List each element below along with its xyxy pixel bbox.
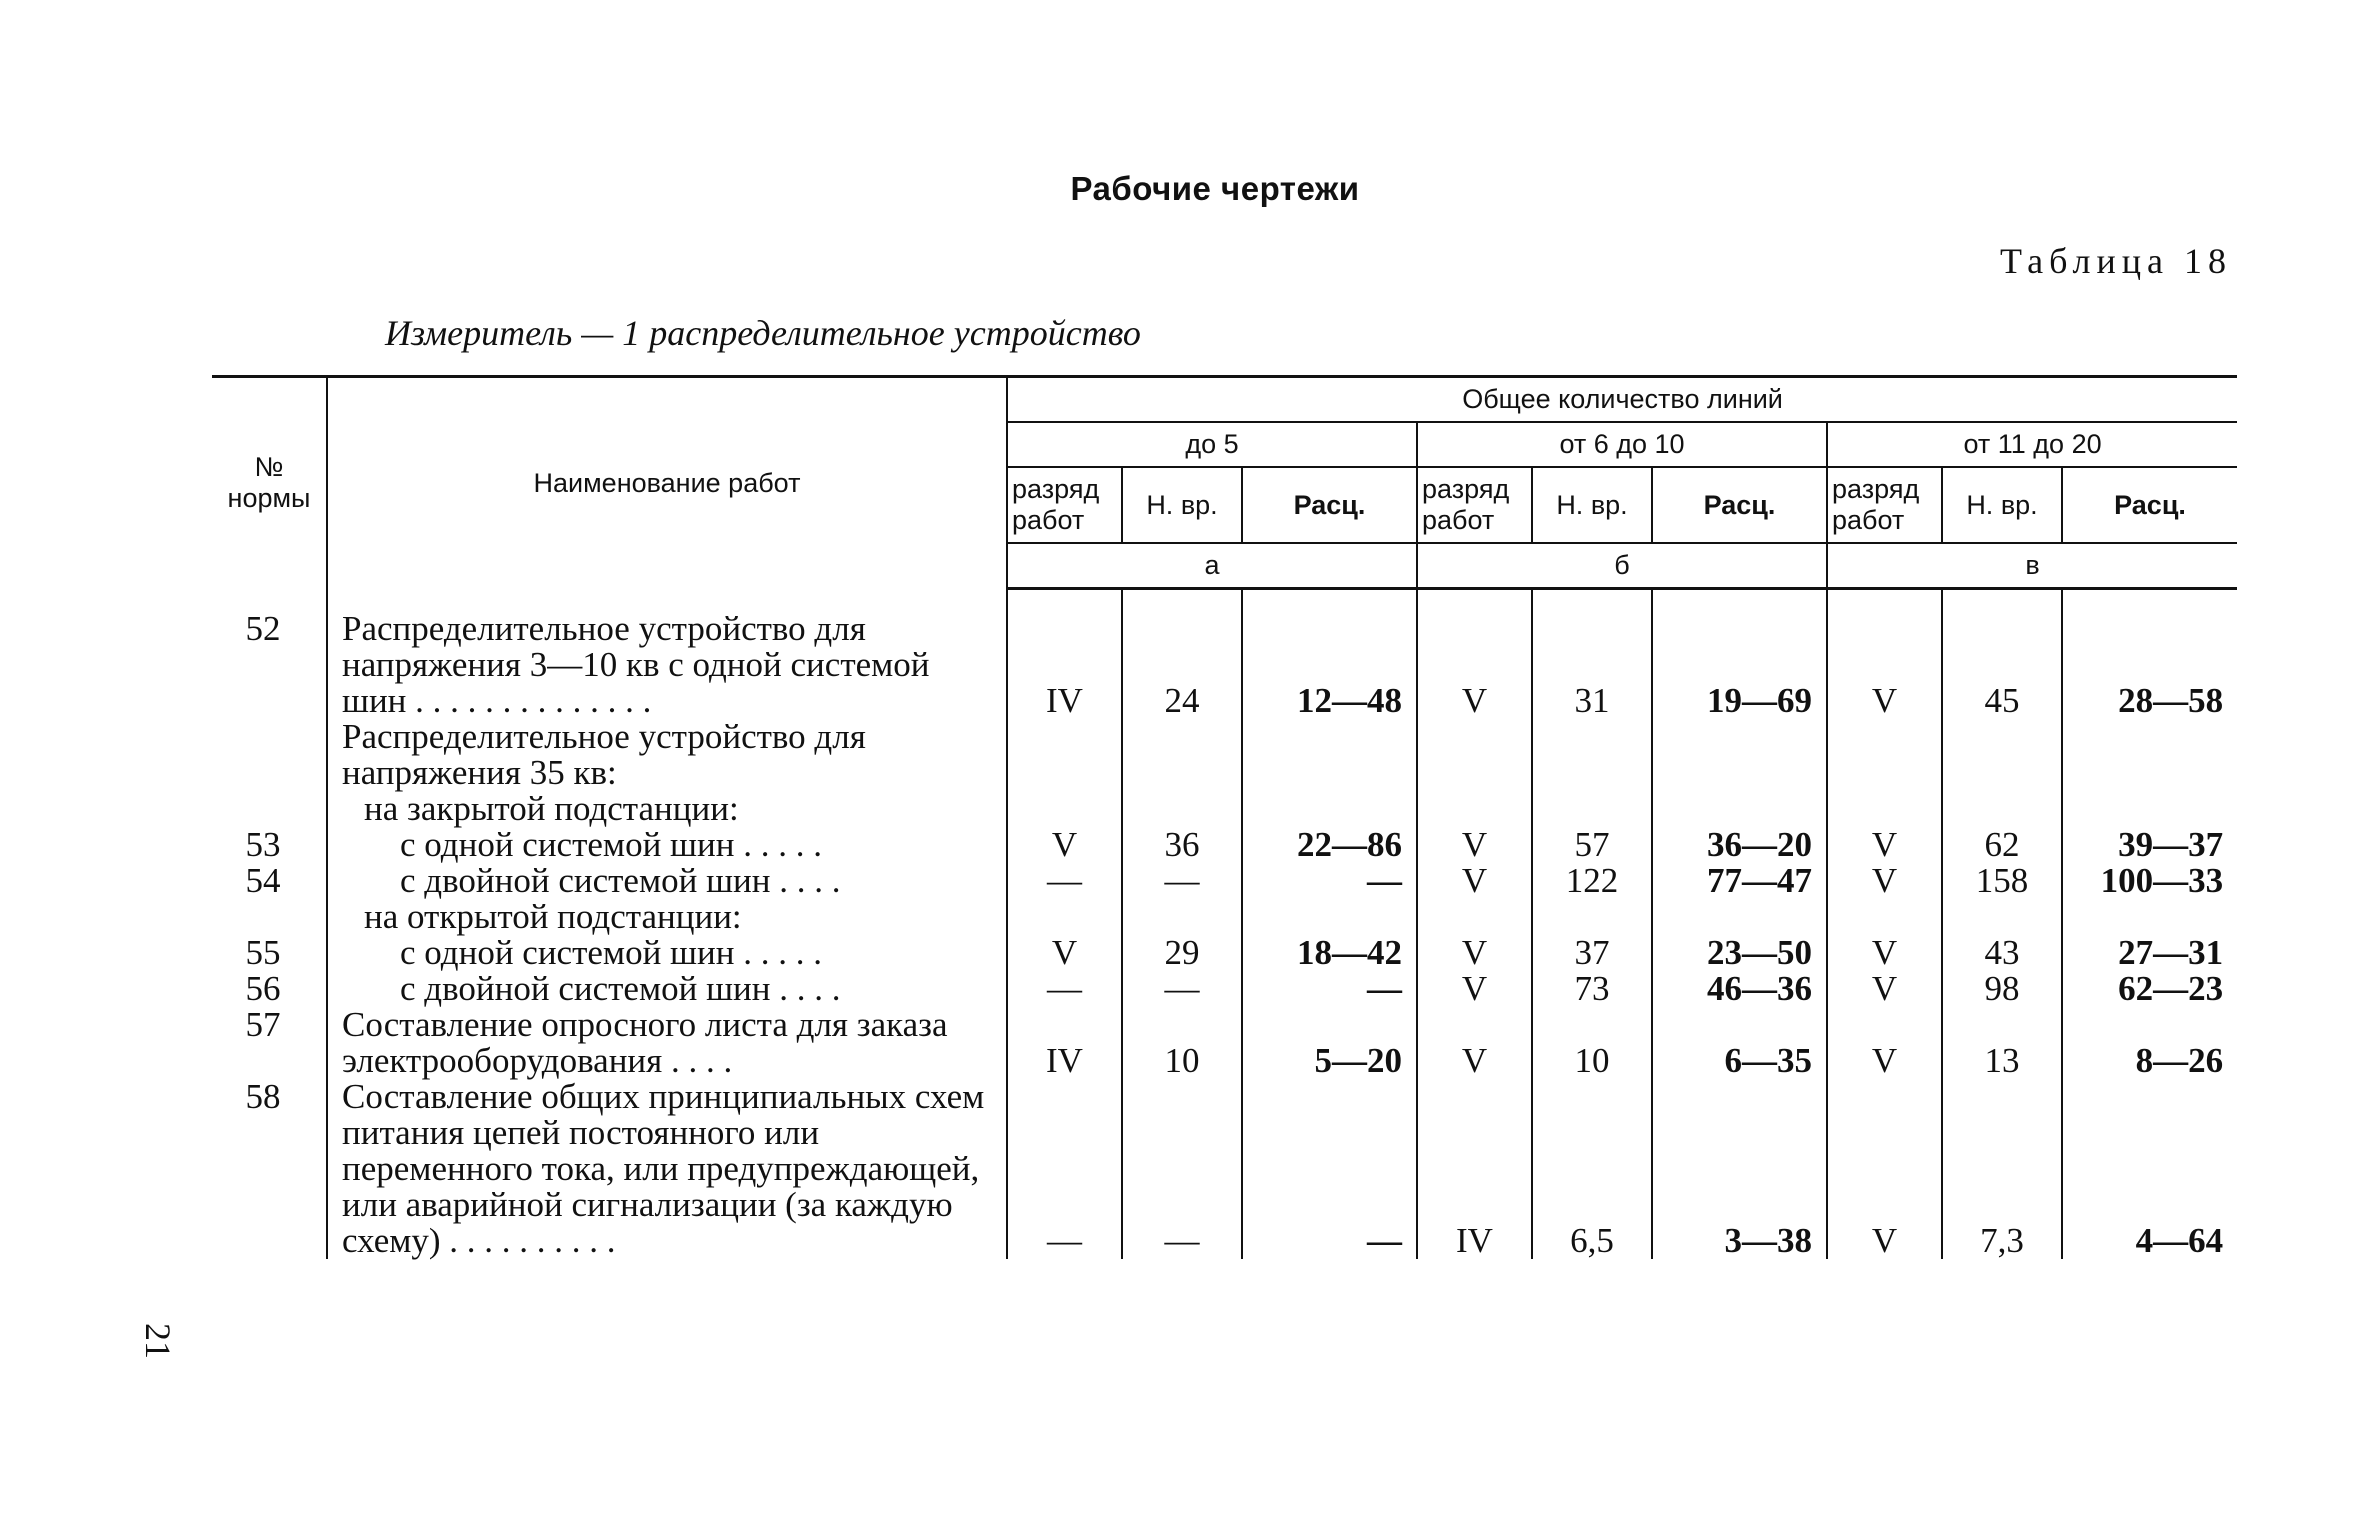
header-letter-v: в <box>1827 543 2237 589</box>
cell-rank: IV <box>1007 589 1122 719</box>
table-row <box>212 971 2237 1007</box>
header-band-1: до 5 <box>1007 422 1417 467</box>
header-price: Расц. <box>2062 467 2237 543</box>
cell-time: 57 <box>1532 827 1652 863</box>
header-rank: разряд работ <box>1417 467 1532 543</box>
cell-price: 5—20 <box>1242 1007 1417 1079</box>
cell-price <box>1242 791 1417 827</box>
cell-time: — <box>1122 1079 1242 1259</box>
cell-price: 6—35 <box>1652 1007 1827 1079</box>
cell-price: 39—37 <box>2062 827 2237 863</box>
cell-price <box>1652 791 1827 827</box>
cell-rank: V <box>1007 935 1122 971</box>
cell-time <box>1122 899 1242 935</box>
header-name: Наименование работ <box>327 377 1007 589</box>
cell-rank: V <box>1417 589 1532 719</box>
cell-time: 98 <box>1942 971 2062 1007</box>
table-row <box>212 935 2237 971</box>
header-time: Н. вр. <box>1942 467 2062 543</box>
cell-price: 77—47 <box>1652 863 1827 899</box>
norm-number <box>212 791 327 827</box>
table-row <box>212 719 2237 791</box>
page-number: 21 <box>138 1323 178 1359</box>
cell-rank: IV <box>1007 1007 1122 1079</box>
cell-time: 6,5 <box>1532 1079 1652 1259</box>
cell-rank: V <box>1007 827 1122 863</box>
cell-rank <box>1827 719 1942 791</box>
cell-price: 100—33 <box>2062 863 2237 899</box>
work-name: Составление опросного листа для заказа электрооборудования . . . . <box>327 1007 1007 1079</box>
cell-time: — <box>1122 863 1242 899</box>
cell-rank <box>1007 719 1122 791</box>
header-letter-b: б <box>1417 543 1827 589</box>
header-band-2: от 6 до 10 <box>1417 422 1827 467</box>
cell-time <box>1532 899 1652 935</box>
cell-price: 4—64 <box>2062 1079 2237 1259</box>
cell-time <box>1942 719 2062 791</box>
cell-rank: V <box>1827 589 1942 719</box>
table-row <box>212 589 2237 719</box>
cell-price: 3—38 <box>1652 1079 1827 1259</box>
page-title: Рабочие чертежи <box>1070 170 1360 207</box>
cell-rank: V <box>1827 863 1942 899</box>
cell-rank <box>1417 719 1532 791</box>
cell-price: 8—26 <box>2062 1007 2237 1079</box>
cell-price: 62—23 <box>2062 971 2237 1007</box>
cell-rank <box>1827 791 1942 827</box>
cell-rank: — <box>1007 863 1122 899</box>
cell-rank: V <box>1827 827 1942 863</box>
work-name: Распределительное устройство для напряжения 3—10 кв с одной системой шин . . . . . . . . . . . . . . <box>327 589 1007 719</box>
cell-rank <box>1827 899 1942 935</box>
cell-price: 18—42 <box>1242 935 1417 971</box>
table-row <box>212 1079 2237 1259</box>
cell-price: 36—20 <box>1652 827 1827 863</box>
work-name: Составление общих принципиальных схем питания цепей постоянного или переменного тока, или предупреждающей, или аварийной сигнализации (за каждую схему) . . . . . . . . . . <box>327 1079 1007 1259</box>
cell-price: 22—86 <box>1242 827 1417 863</box>
cell-time: 122 <box>1532 863 1652 899</box>
cell-rank <box>1417 899 1532 935</box>
cell-price: 46—36 <box>1652 971 1827 1007</box>
cell-time <box>1942 899 2062 935</box>
cell-time: 10 <box>1532 1007 1652 1079</box>
cell-price <box>1242 899 1417 935</box>
header-price: Расц. <box>1242 467 1417 543</box>
norm-number <box>212 899 327 935</box>
cell-time: 24 <box>1122 589 1242 719</box>
cell-rank: — <box>1007 971 1122 1007</box>
work-name: на открытой подстанции: <box>327 899 1007 935</box>
cell-price: 12—48 <box>1242 589 1417 719</box>
cell-time: 36 <box>1122 827 1242 863</box>
cell-rank: V <box>1827 971 1942 1007</box>
cell-rank <box>1007 899 1122 935</box>
work-name: на закрытой подстанции: <box>327 791 1007 827</box>
cell-time: 62 <box>1942 827 2062 863</box>
table-row <box>212 863 2237 899</box>
header-rank: разряд работ <box>1827 467 1942 543</box>
norm-number: 55 <box>245 932 281 972</box>
cell-price: — <box>1242 1079 1417 1259</box>
table-row <box>212 791 2237 827</box>
cell-rank: V <box>1417 971 1532 1007</box>
cell-price <box>1652 899 1827 935</box>
cell-price <box>2062 899 2237 935</box>
cell-time <box>1122 791 1242 827</box>
cell-time <box>1942 791 2062 827</box>
work-name: с одной системой шин . . . . . <box>327 827 1007 863</box>
header-group: Общее количество линий <box>1007 377 2237 423</box>
cell-price: — <box>1242 971 1417 1007</box>
cell-time: 37 <box>1532 935 1652 971</box>
cell-rank: V <box>1417 1007 1532 1079</box>
norm-number: 56 <box>245 968 281 1008</box>
cell-time <box>1122 719 1242 791</box>
cell-price: 23—50 <box>1652 935 1827 971</box>
norm-number: 52 <box>245 608 281 648</box>
cell-price: 27—31 <box>2062 935 2237 971</box>
cell-time <box>1532 719 1652 791</box>
norm-number: 53 <box>245 824 281 864</box>
norm-number: 54 <box>245 860 281 900</box>
cell-rank: V <box>1827 1007 1942 1079</box>
work-name: с двойной системой шин . . . . <box>327 863 1007 899</box>
cell-price <box>2062 719 2237 791</box>
cell-rank: IV <box>1417 1079 1532 1259</box>
cell-time: 158 <box>1942 863 2062 899</box>
cell-price <box>2062 791 2237 827</box>
table-row <box>212 1007 2237 1079</box>
table-row <box>212 827 2237 863</box>
table-body <box>212 589 2237 1259</box>
cell-time: — <box>1122 971 1242 1007</box>
header-time: Н. вр. <box>1122 467 1242 543</box>
cell-price <box>1242 719 1417 791</box>
cell-rank: V <box>1417 827 1532 863</box>
work-name: с двойной системой шин . . . . <box>327 971 1007 1007</box>
cell-time: 10 <box>1122 1007 1242 1079</box>
cell-time: 7,3 <box>1942 1079 2062 1259</box>
header-rank: разряд работ <box>1007 467 1122 543</box>
cell-time: 73 <box>1532 971 1652 1007</box>
cell-time: 29 <box>1122 935 1242 971</box>
cell-rank <box>1417 791 1532 827</box>
cell-time <box>1532 791 1652 827</box>
cell-rank <box>1007 791 1122 827</box>
table-row <box>212 899 2237 935</box>
table-label: Таблица 18 <box>2000 241 2232 281</box>
cell-rank: V <box>1827 1079 1942 1259</box>
cell-rank: V <box>1417 935 1532 971</box>
cell-price: — <box>1242 863 1417 899</box>
norm-number: 57 <box>245 1004 281 1044</box>
cell-rank: V <box>1417 863 1532 899</box>
cell-price: 19—69 <box>1652 589 1827 719</box>
norm-number <box>212 719 327 791</box>
norm-number: 58 <box>245 1076 281 1116</box>
cell-time: 13 <box>1942 1007 2062 1079</box>
cell-time: 31 <box>1532 589 1652 719</box>
cell-time: 45 <box>1942 589 2062 719</box>
cell-price: 28—58 <box>2062 589 2237 719</box>
measure-caption: Измеритель — 1 распределительное устройство <box>385 313 1141 353</box>
work-name: Распределительное устройство для напряжения 35 кв: <box>327 719 1007 791</box>
header-price: Расц. <box>1652 467 1827 543</box>
header-letter-a: а <box>1007 543 1417 589</box>
header-no: № нормы <box>212 377 327 589</box>
cell-rank: — <box>1007 1079 1122 1259</box>
header-band-3: от 11 до 20 <box>1827 422 2237 467</box>
norms-table <box>212 375 2237 1259</box>
cell-time: 43 <box>1942 935 2062 971</box>
cell-price <box>1652 719 1827 791</box>
header-time: Н. вр. <box>1532 467 1652 543</box>
work-name: с одной системой шин . . . . . <box>327 935 1007 971</box>
cell-rank: V <box>1827 935 1942 971</box>
